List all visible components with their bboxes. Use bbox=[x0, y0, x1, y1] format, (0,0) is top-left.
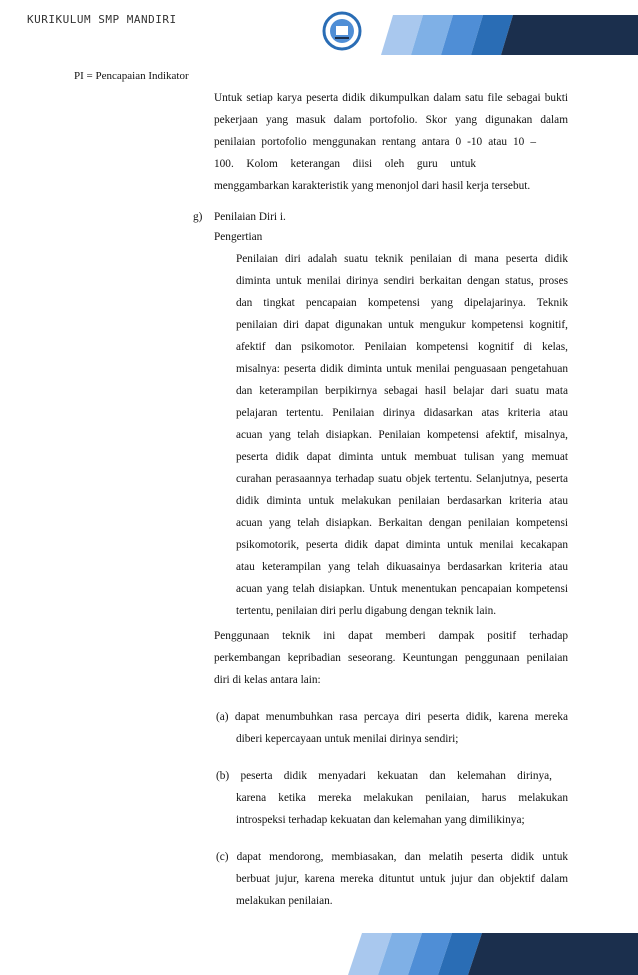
definition-line: penilaian diri dapat digunakan untuk mengukur kompetensi kognitif, bbox=[236, 319, 568, 331]
definition-line: atau keterampilan yang telah dikuasainya berdasarkan kriteria atau bbox=[236, 561, 568, 573]
intro-line: penilaian portofolio menggunakan rentang antara 0 -10 atau 10 – bbox=[214, 136, 536, 148]
definition-line: acuan yang telah disiapkan. Untuk menentukan pencapaian kompetensi bbox=[236, 583, 568, 595]
definition-line: peserta didik dapat diminta untuk membuat tulisan yang memuat bbox=[236, 451, 568, 463]
intro-line: menggambarkan karakteristik yang menonjol dari hasil kerja tersebut. bbox=[214, 180, 531, 192]
definition-line: dan tingkat pencapaian kompetensi yang dipelajarinya. Teknik bbox=[236, 297, 568, 309]
benefit-item: karena ketika mereka melakukan penilaian, harus melakukan bbox=[236, 792, 568, 804]
intro-line: 100. Kolom keterangan diisi oleh guru untuk bbox=[214, 158, 476, 170]
benefit-item: diberi kepercayaan untuk menilai dirinya sendiri; bbox=[236, 733, 459, 745]
definition-line: pelajaran tertentu. Penilaian dirinya didasarkan atas kriteria atau bbox=[236, 407, 568, 419]
definition-line: acuan yang telah disiapkan. Berkaitan dengan penilaian kompetensi bbox=[236, 517, 568, 529]
header-color-band bbox=[333, 0, 638, 70]
definition-line: diminta untuk menilai dirinya sendiri berkaitan dengan status, proses bbox=[236, 275, 568, 287]
definition-line: tertentu, penilaian diri perlu digabung dengan teknik lain. bbox=[236, 605, 497, 617]
intro-line: Untuk setiap karya peserta didik dikumpulkan dalam satu file sebagai bukti bbox=[214, 92, 568, 104]
definition-line: curahan perasaannya terhadap suatu objek tertentu. Selanjutnya, peserta bbox=[236, 473, 568, 485]
pi-note: PI = Pencapaian Indikator bbox=[74, 70, 189, 82]
definition-line: misalnya: peserta didik diminta untuk menilai penguasaan pengetahuan bbox=[236, 363, 568, 375]
footer-color-band bbox=[348, 923, 638, 975]
definition-line: psikomotorik, peserta didik dapat diminta untuk menilai kecakapan bbox=[236, 539, 568, 551]
definition-line: Penilaian diri adalah suatu teknik penilaian di mana peserta didik bbox=[236, 253, 568, 265]
benefit-item: berbuat jujur, karena mereka dituntut untuk jujur dan objektif dalam bbox=[236, 873, 568, 885]
benefit-item: (b) peserta didik menyadari kekuatan dan kelemahan dirinya, bbox=[216, 770, 552, 782]
usage-line: Penggunaan teknik ini dapat memberi dampak positif terhadap bbox=[214, 630, 568, 642]
definition-line: dan keterampilan berpikirnya sebagai hasil belajar dari suatu mata bbox=[236, 385, 568, 397]
intro-line: pekerjaan yang masuk dalam portofolio. Skor yang digunakan dalam bbox=[214, 114, 568, 126]
section-title: Penilaian Diri i. bbox=[214, 211, 286, 223]
benefit-item: introspeksi terhadap kekuatan dan kelemahan yang dimilikinya; bbox=[236, 814, 525, 826]
definition-line: afektif dan psikomotor. Penilaian kompetensi kognitif di kelas, bbox=[236, 341, 568, 353]
definition-line: didik diminta untuk melakukan penilaian berdasarkan kriteria atau bbox=[236, 495, 568, 507]
section-subtitle: Pengertian bbox=[214, 231, 263, 243]
header-title: KURIKULUM SMP MANDIRI bbox=[27, 13, 177, 26]
benefit-item: (a) dapat menumbuhkan rasa percaya diri peserta didik, karena mereka bbox=[216, 711, 568, 723]
benefit-item: (c) dapat mendorong, membiasakan, dan melatih peserta didik untuk bbox=[216, 851, 568, 863]
benefit-item: melakukan penilaian. bbox=[236, 895, 333, 907]
definition-line: acuan yang telah disiapkan. Penilaian kompetensi afektif, misalnya, bbox=[236, 429, 568, 441]
school-logo-icon bbox=[322, 11, 362, 51]
section-marker: g) bbox=[193, 211, 203, 223]
usage-line: perkembangan kepribadian seseorang. Keuntungan penggunaan penilaian bbox=[214, 652, 568, 664]
usage-line: diri di kelas antara lain: bbox=[214, 674, 321, 686]
